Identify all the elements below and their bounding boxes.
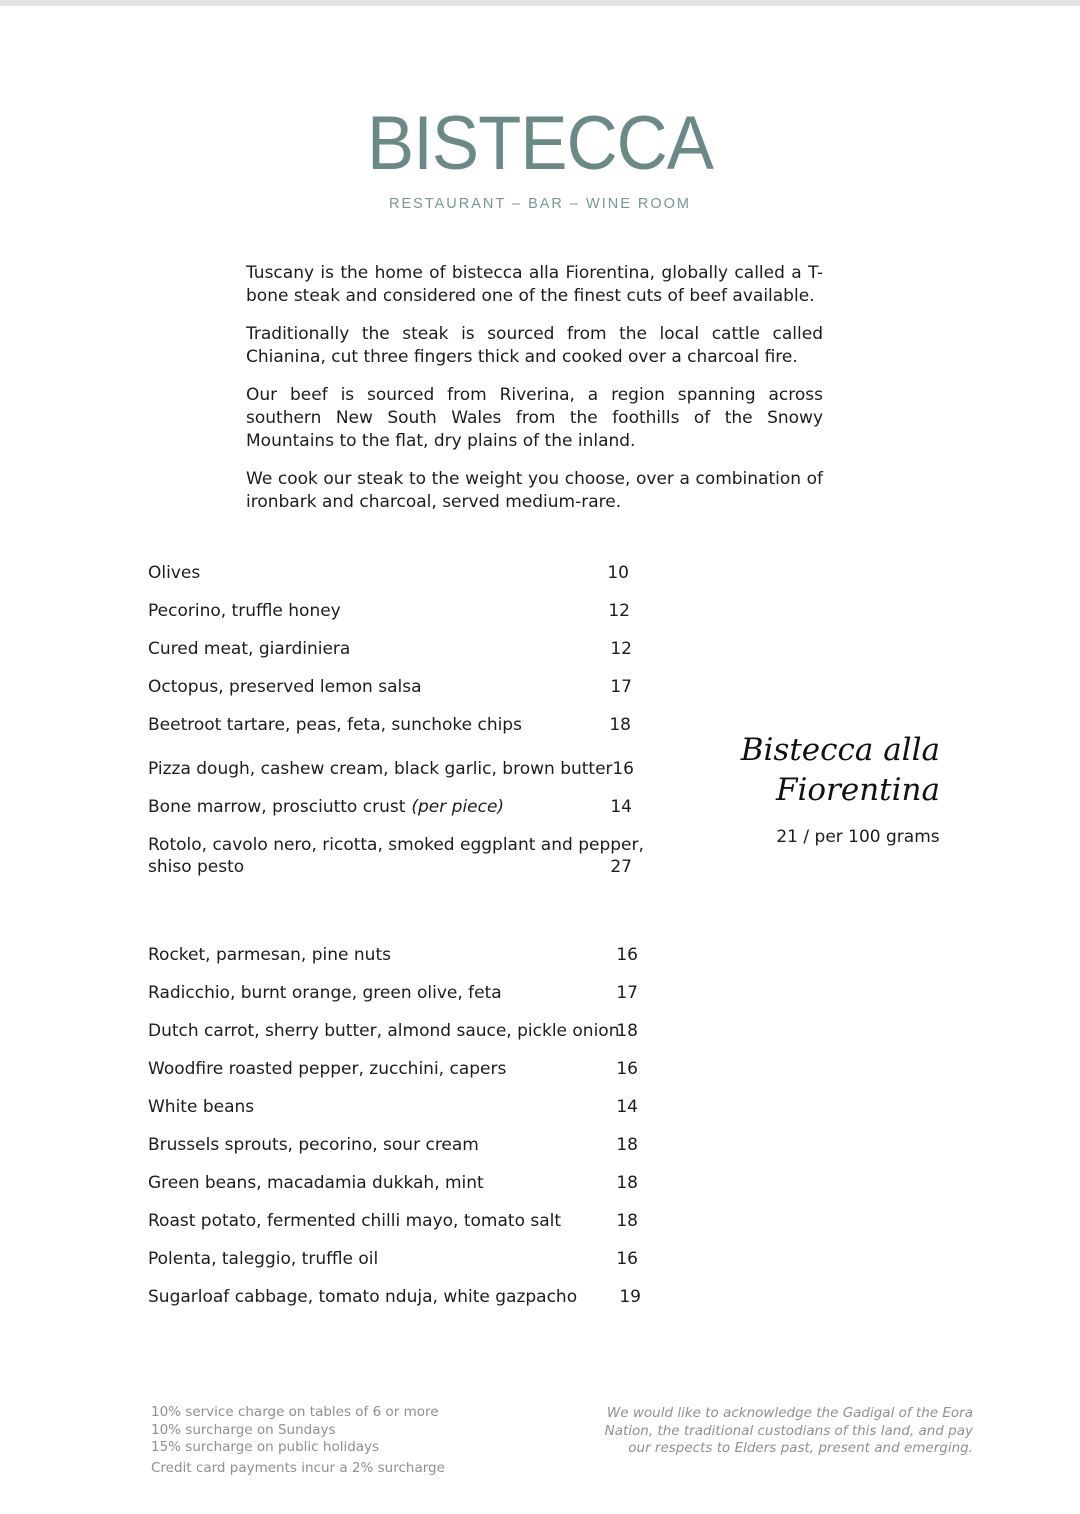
menu-item-name: Sugarloaf cabbage, tomato nduja, white gazpacho <box>148 1287 578 1307</box>
surcharge-line: 10% surcharge on Sundays <box>151 1421 336 1438</box>
menu-item-price: 16 <box>616 945 638 965</box>
menu-item <box>148 796 504 818</box>
menu-item-name: Pizza dough, cashew cream, black garlic, brown butter <box>148 759 613 779</box>
restaurant-tagline: RESTAURANT – BAR – WINE ROOM <box>389 196 691 212</box>
steak-price: 21 / per 100 grams <box>776 827 940 847</box>
menu-item-name: Rotolo, cavolo nero, ricotta, smoked eggplant and pepper, <box>148 835 644 855</box>
intro-paragraph: We cook our steak to the weight you choose, over a combination of ironbark and charcoal, served medium-rare. <box>246 469 823 512</box>
surcharge-line: 15% surcharge on public holidays <box>151 1439 380 1455</box>
menu-item-price: 14 <box>616 1097 638 1117</box>
menu-item-name: Green beans, macadamia dukkah, mint <box>148 1173 484 1193</box>
menu-item-name: Roast potato, fermented chilli mayo, tomato salt <box>148 1211 562 1231</box>
menu-item-name: Octopus, preserved lemon salsa <box>148 677 422 697</box>
menu-item-price: 27 <box>610 857 632 877</box>
menu-item-price: 18 <box>616 1135 638 1155</box>
menu-item-price: 17 <box>616 983 638 1003</box>
menu-item-price: 18 <box>609 715 631 735</box>
steak-title <box>700 730 940 810</box>
menu-item-price: 16 <box>612 759 634 779</box>
menu-item-name: Polenta, taleggio, truffle oil <box>148 1249 379 1269</box>
menu-item-name: Dutch carrot, sherry butter, almond sauce, pickle onion <box>148 1021 620 1041</box>
menu-item-price: 10 <box>607 563 629 583</box>
acknowledgement-line: Nation, the traditional custodians of this land, and pay <box>604 1422 973 1439</box>
menu-item-name: Woodfire roasted pepper, zucchini, capers <box>148 1059 507 1079</box>
menu-item-price: 16 <box>616 1059 638 1079</box>
menu-item-price: 12 <box>610 639 632 659</box>
acknowledgement-line: our respects to Elders past, present and emerging. <box>628 1440 973 1456</box>
acknowledgement-line: We would like to acknowledge the Gadigal of the Eora <box>606 1405 973 1421</box>
intro-text <box>246 262 823 529</box>
menu-item-name: Bone marrow, prosciutto crust <box>148 797 406 817</box>
menu-item-name: Pecorino, truffle honey <box>148 601 341 621</box>
menu-item-price: 14 <box>610 797 632 817</box>
menu-item-name: Radicchio, burnt orange, green olive, feta <box>148 983 502 1003</box>
menu-item-name: Beetroot tartare, peas, feta, sunchoke chips <box>148 715 522 735</box>
menu-item-name: Rocket, parmesan, pine nuts <box>148 945 391 965</box>
menu-item-name: Olives <box>148 563 201 583</box>
menu-item-price: 17 <box>610 677 632 697</box>
menu-item-name: Cured meat, giardiniera <box>148 639 351 659</box>
intro-paragraph: Our beef is sourced from Riverina, a region spanning across southern New South Wales from the foothills of the Snowy Mountains to the flat, dry plains of the inland. <box>246 385 823 451</box>
intro-paragraph: Traditionally the steak is sourced from the local cattle called Chianina, cut three fingers thick and cooked over a charcoal fire. <box>246 324 823 367</box>
menu-item-price: 18 <box>616 1021 638 1041</box>
steak-title-line: Fiorentina <box>775 772 940 808</box>
menu-item-name-continued: shiso pesto <box>148 857 245 877</box>
menu-item-note: (per piece) <box>411 797 505 817</box>
card-surcharge-note: Credit card payments incur a 2% surcharge <box>151 1459 445 1476</box>
surcharge-line: 10% service charge on tables of 6 or more <box>151 1404 439 1420</box>
menu-item-name: White beans <box>148 1097 255 1117</box>
country-acknowledgement <box>600 1405 973 1458</box>
menu-item-name: Brussels sprouts, pecorino, sour cream <box>148 1135 479 1155</box>
intro-paragraph: Tuscany is the home of bistecca alla Fiorentina, globally called a T-bone steak and considered one of the finest cuts of beef available. <box>246 263 823 306</box>
steak-title-line: Bistecca alla <box>740 732 940 768</box>
menu-item-price: 16 <box>616 1249 638 1269</box>
menu-item-price: 19 <box>619 1287 641 1307</box>
restaurant-logo: BISTECCA <box>366 101 714 186</box>
menu-item-price: 12 <box>608 601 630 621</box>
top-border <box>0 0 1080 6</box>
surcharge-notes <box>151 1404 445 1477</box>
menu-item-price: 18 <box>616 1211 638 1231</box>
menu-item-price: 18 <box>616 1173 638 1193</box>
